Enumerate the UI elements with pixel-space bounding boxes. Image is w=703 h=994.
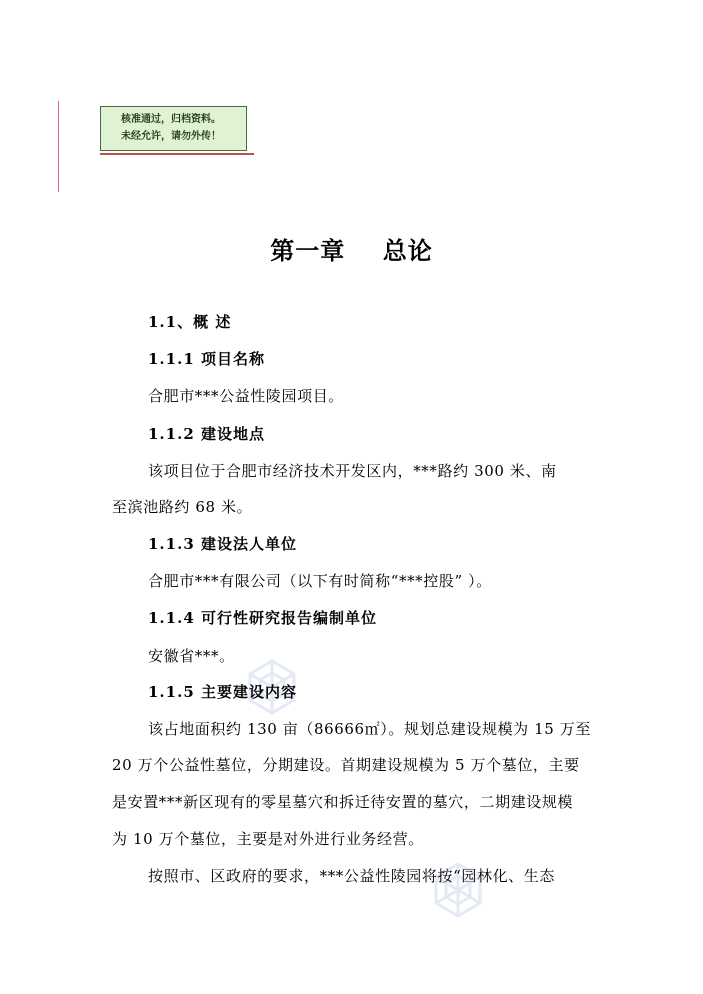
body-paragraph: 安徽省***。 [148, 647, 235, 665]
body-paragraph: 该项目位于合肥市经济技术开发区内，***路约 300 米、南 [148, 462, 557, 480]
chapter-title: 第一章 总论 [270, 236, 433, 265]
body-paragraph: 合肥市***有限公司（以下有时简称“***控股” ）。 [148, 572, 492, 590]
body-paragraph: 至滨池路约 68 米。 [112, 498, 253, 516]
subsection-heading: 1.1.5 主要建设内容 [148, 683, 297, 701]
body-paragraph: 合肥市***公益性陵园项目。 [148, 387, 344, 405]
body-paragraph: 按照市、区政府的要求，***公益性陵园将按“园林化、生态 [148, 867, 555, 885]
subsection-heading: 1.1.4 可行性研究报告编制单位 [148, 609, 377, 627]
subsection-heading: 1.1.2 建设地点 [148, 425, 265, 443]
subsection-heading: 1.1.1 项目名称 [148, 350, 265, 368]
body-paragraph: 该占地面积约 130 亩（86666㎡）。规划总建设规模为 15 万至 [148, 720, 592, 738]
stamp-line-2: 未经允许，请勿外传！ [121, 131, 221, 142]
section-heading: 1.1、概 述 [148, 313, 232, 331]
stamp-line-1: 核准通过，归档资料。 [121, 114, 221, 125]
approval-stamp [100, 106, 247, 151]
body-paragraph: 是安置***新区现有的零星墓穴和拆迁待安置的墓穴，二期建设规模 [112, 793, 574, 811]
body-paragraph: 为 10 万个墓位，主要是对外进行业务经营。 [112, 830, 424, 848]
stamp-underline [100, 153, 254, 155]
subsection-heading: 1.1.3 建设法人单位 [148, 535, 297, 553]
body-paragraph: 20 万个公益性墓位，分期建设。首期建设规模为 5 万个墓位，主要 [112, 756, 580, 774]
margin-line [58, 101, 59, 192]
